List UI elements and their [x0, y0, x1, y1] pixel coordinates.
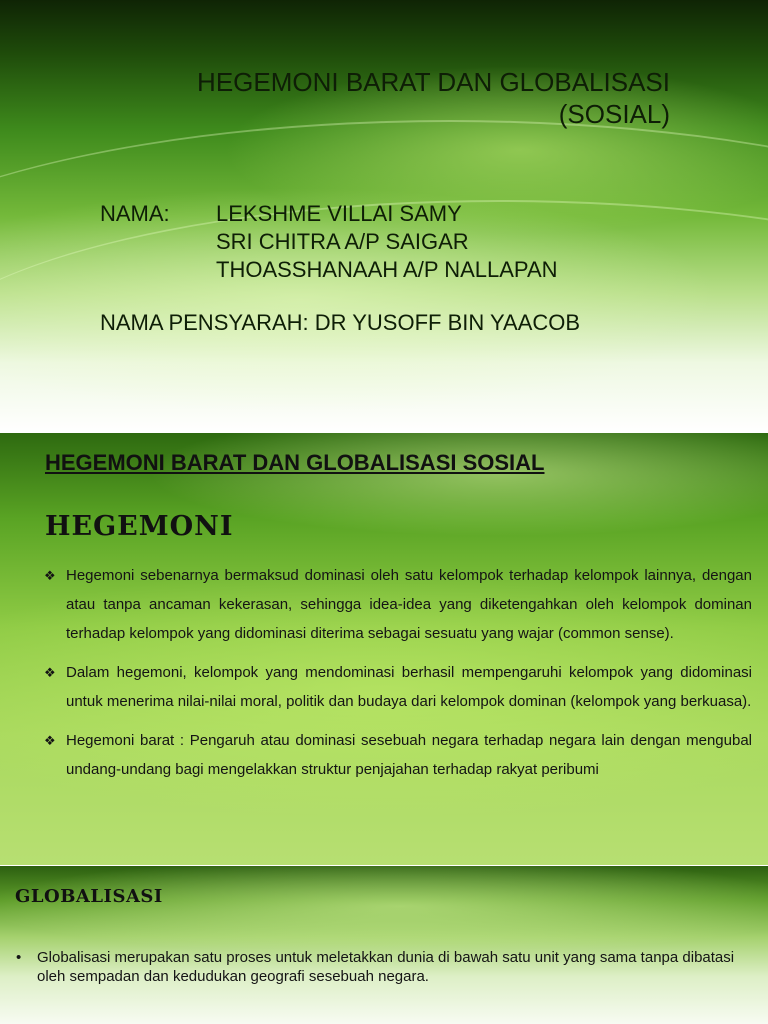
dot-bullet-icon: • [16, 949, 22, 966]
diamond-bullet-icon: ❖ [44, 568, 56, 583]
bullet-text: Dalam hegemoni, kelompok yang mendominasi berhasil mempengaruhi kelompok yang didominasi untuk menerima nilai-nilai moral, politik dan budaya dari kelompok dominan (kelompok yang berkuasa). [66, 664, 752, 710]
student-names-list [216, 200, 558, 284]
presentation-title [100, 66, 670, 130]
bullet-text: Hegemoni sebenarnya bermaksud dominasi oleh satu kelompok terhadap kelompok lainnya, dengan atau tanpa ancaman kekerasan, sehingga idea-idea yang diketengahkan oleh kelompok dominan terhadap kelompok yang didominasi diterima sebagai sesuatu yang wajar (common sense). [66, 567, 752, 642]
list-item [16, 948, 736, 986]
bullet-list [16, 948, 736, 1016]
student-name: SRI CHITRA A/P SAIGAR [216, 229, 469, 254]
title-slide [0, 0, 768, 432]
bullet-list [44, 561, 752, 794]
student-name: LEKSHME VILLAI SAMY [216, 201, 462, 226]
diamond-bullet-icon: ❖ [44, 733, 56, 748]
slide-heading: GLOBALISASI [15, 886, 163, 907]
list-item [44, 726, 752, 784]
title-line-2: (SOSIAL) [558, 99, 670, 129]
list-item [44, 561, 752, 648]
diamond-bullet-icon: ❖ [44, 665, 56, 680]
lecturer-name: NAMA PENSYARAH: DR YUSOFF BIN YAACOB [100, 310, 581, 335]
bullet-text: Globalisasi merupakan satu proses untuk meletakkan dunia di bawah satu unit yang sama tanpa dibatasi oleh sempadan dan kedudukan geografi sesebuah negara. [37, 949, 735, 985]
student-name: THOASSHANAAH A/P NALLAPAN [216, 257, 558, 282]
bullet-text: Hegemoni barat : Pengaruh atau dominasi sesebuah negara terhadap negara lain dengan mengubal undang-undang bagi mengelakkan struktur penjajahan terhadap rakyat peribumi [66, 732, 752, 778]
slide-heading: HEGEMONI BARAT DAN GLOBALISASI SOSIAL [45, 450, 545, 475]
hegemoni-slide [0, 433, 768, 865]
title-line-1: HEGEMONI BARAT DAN GLOBALISASI [197, 67, 670, 97]
list-item [44, 658, 752, 716]
globalisasi-slide [0, 866, 768, 1024]
section-subheading: HEGEMONI [45, 511, 234, 542]
name-label: NAMA: [100, 201, 170, 226]
